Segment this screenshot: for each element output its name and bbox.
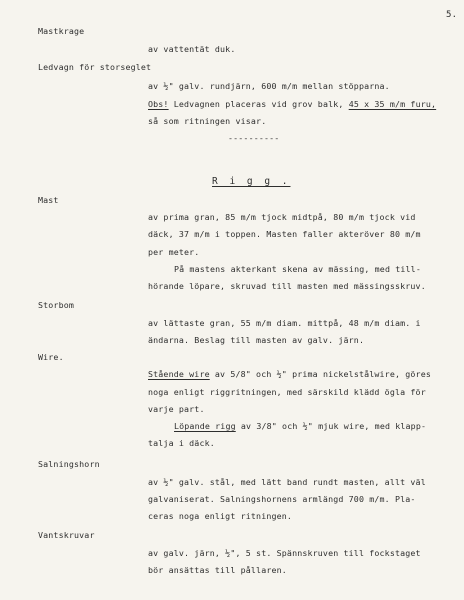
storbom-line-1: av lättaste gran, 55 m/m diam. mittpå, 48 m/m diam. i	[148, 318, 421, 328]
wire-line-3: varje part.	[148, 404, 205, 414]
vantskruvar-line-2: bör ansättas till pållaren.	[148, 565, 287, 575]
ledvagn-dimension: 45 x 35 m/m furu,	[348, 99, 437, 109]
storbom-line-2: ändarna. Beslag till masten av galv. järn.	[148, 335, 365, 345]
section-label-salningshorn: Salningshorn	[38, 459, 100, 469]
ledvagn-line-2	[148, 99, 436, 109]
ledvagn-line-1: av ½" galv. rundjärn, 600 m/m mellan stöpparna.	[148, 81, 390, 91]
obs-note: Obs!	[148, 99, 169, 109]
wire-line-4-text: av 3/8" och ½" mjuk wire, med klapp-	[235, 421, 427, 431]
section-label-vantskruvar: Vantskruvar	[38, 530, 95, 540]
salningshorn-line-3: ceras noga enligt ritningen.	[148, 511, 293, 521]
wire-line-1-text: av 5/8" och ½" prima nickelstålwire, göres	[209, 369, 431, 379]
salningshorn-line-1: av ½" galv. stål, med lätt band rundt masten, allt väl	[148, 477, 426, 487]
mast-line-5: hörande löpare, skruvad till masten med mässingsskruv.	[148, 281, 426, 291]
section-label-wire: Wire.	[38, 352, 64, 362]
section-label-ledvagn: Ledvagn för storseglet	[38, 62, 152, 72]
ledvagn-line-2-text: Ledvagnen placeras vid grov balk,	[168, 99, 349, 109]
mast-line-4: På mastens akterkant skena av mässing, med till-	[174, 264, 421, 274]
wire-line-1	[148, 369, 431, 379]
standing-wire-label: Stående wire	[148, 369, 210, 379]
section-label-mastkrage: Mastkrage	[38, 26, 85, 36]
wire-line-2: noga enligt riggritningen, med särskild klädd ögla för	[148, 387, 426, 397]
divider: ----------	[228, 133, 280, 143]
mastkrage-line-1: av vattentät duk.	[148, 44, 236, 54]
mast-line-3: per meter.	[148, 247, 200, 257]
page-number: 5.	[446, 10, 458, 20]
vantskruvar-line-1: av galv. järn, ½", 5 st. Spännskruven till fockstaget	[148, 548, 421, 558]
section-heading-rigg: R i g g .	[212, 176, 291, 187]
section-label-storbom: Storbom	[38, 300, 75, 310]
salningshorn-line-2: galvaniserat. Salningshornens armlängd 700 m/m. Pla-	[148, 494, 416, 504]
mast-line-2: däck, 37 m/m i toppen. Masten faller akteröver 80 m/m	[148, 229, 421, 239]
mast-line-1: av prima gran, 85 m/m tjock midtpå, 80 m/m tjock vid	[148, 212, 416, 222]
ledvagn-line-3: så som ritningen visar.	[148, 116, 267, 126]
section-label-mast: Mast	[38, 195, 59, 205]
running-rigging-label: Löpande rigg	[174, 421, 236, 431]
wire-line-4	[174, 421, 426, 431]
wire-line-5: talja i däck.	[148, 438, 215, 448]
